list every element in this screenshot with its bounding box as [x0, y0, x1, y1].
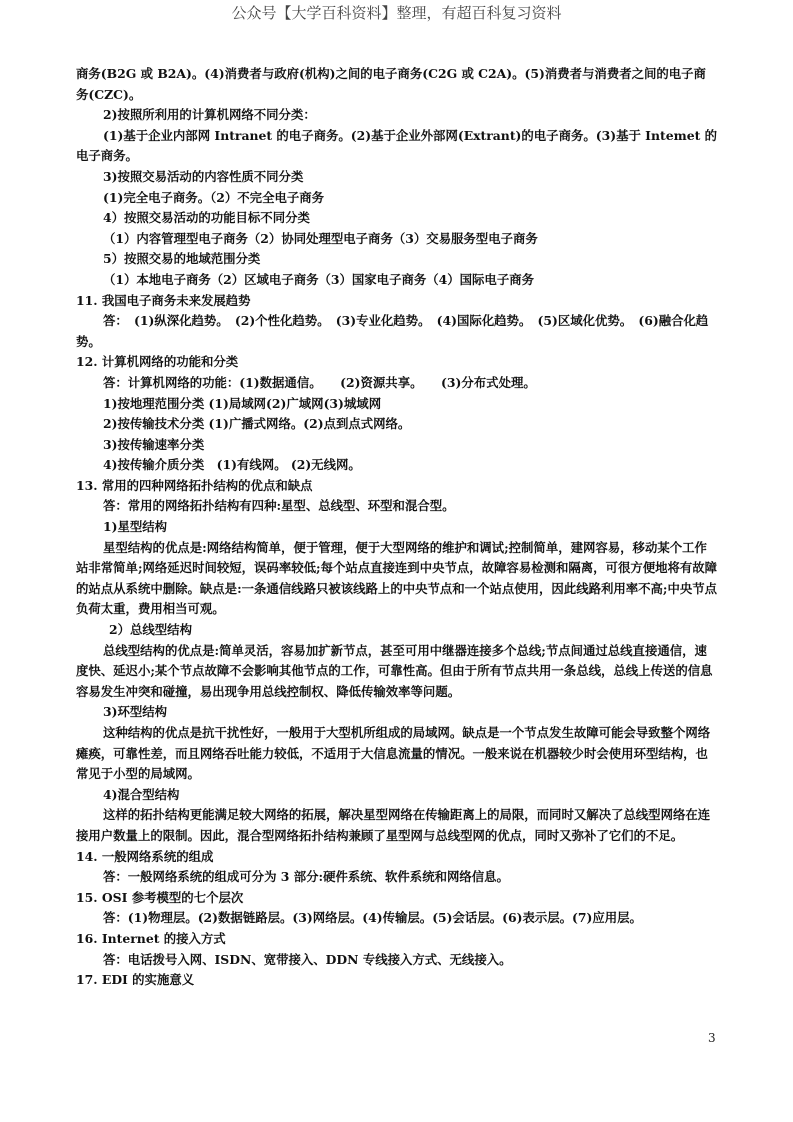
- paragraph: 1)星型结构: [103, 519, 168, 535]
- paragraph: 4）按照交易活动的功能目标不同分类: [103, 210, 310, 226]
- paragraph: 2）总线型结构: [109, 622, 192, 638]
- paragraph: 答： (1)纵深化趋势。 (2)个性化趋势。 (3)专业化趋势。 (4)国际化趋势。 (5)区域化优势。 (6)融合化趋势。: [76, 313, 709, 349]
- paragraph: 17. EDI 的实施意义: [76, 972, 195, 988]
- paragraph: 答：常用的网络拓扑结构有四种:星型、总线型、环型和混合型。: [103, 498, 455, 514]
- paragraph: 这种结构的优点是抗干扰性好，一般用于大型机所组成的局域网。缺点是一个节点发生故障可能会导致整个网络瘫痪，可靠性差，而且网络吞吐能力较低，不适用于大信息流量的情况。一般来说在机器较少时会使用环型结构，也常见于小型的局域网。: [76, 725, 711, 782]
- paragraph: 12. 计算机网络的功能和分类: [76, 354, 239, 370]
- page-number: 3: [708, 1031, 716, 1045]
- paragraph: 总线型结构的优点是:简单灵活，容易加扩新节点，甚至可用中继器连接多个总线;节点间通过总线直接通信，速度快、延迟小;某个节点故障不会影响其他节点的工作，可靠性高。但由于所有节点共用一条总线，总线上传送的信息容易发生冲突和碰撞，易出现争用总线控制权、降低传输效率等问题。: [76, 642, 713, 699]
- paragraph: 商务(B2G 或 B2A)。(4)消费者与政府(机构)之间的电子商务(C2G 或 C2A)。(5)消费者与消费者之间的电子商务(CZC)。: [76, 66, 706, 102]
- paragraph: 2)按传输技术分类 (1)广播式网络。(2)点到点式网络。: [103, 416, 411, 432]
- paragraph: （1）本地电子商务（2）区域电子商务（3）国家电子商务（4）国际电子商务: [103, 271, 534, 287]
- paragraph: 答：一般网络系统的组成可分为 3 部分:硬件系统、软件系统和网络信息。: [103, 869, 509, 885]
- paragraph: 3)环型结构: [103, 704, 168, 720]
- paragraph: 这样的拓扑结构更能满足较大网络的拓展，解决星型网络在传输距离上的局限，而同时又解决了总线型网络在连接用户数量上的限制。因此，混合型网络拓扑结构兼顾了星型网与总线型网的优点，同时又弥补了它们的不足。: [76, 807, 711, 843]
- paragraph: 16. Internet 的接入方式: [76, 930, 226, 946]
- paragraph: 4)混合型结构: [103, 786, 180, 802]
- paragraph: 4)按传输介质分类 (1)有线网。 (2)无线网。: [103, 457, 361, 473]
- paragraph: 3)按传输速率分类: [103, 436, 205, 452]
- paragraph: 14. 一般网络系统的组成: [76, 848, 214, 864]
- paragraph: (1)基于企业内部网 Intranet 的电子商务。(2)基于企业外部网(Extrant)的电子商务。(3)基于 Intemet 的电子商务。: [76, 127, 718, 164]
- paragraph: 3)按照交易活动的内容性质不同分类: [103, 168, 304, 184]
- paragraph: 答：计算机网络的功能：(1)数据通信。 (2)资源共享。 (3)分布式处理。: [103, 374, 536, 390]
- paragraph: 答：(1)物理层。(2)数据链路层。(3)网络层。(4)传输层。(5)会话层。(6)表示层。(7)应用层。: [103, 910, 642, 926]
- paragraph: 答：电话拨号入网、ISDN、宽带接入、DDN 专线接入方式、无线接入。: [103, 951, 512, 967]
- paragraph: 2)按照所利用的计算机网络不同分类：: [103, 107, 316, 123]
- page-header: 公众号【大学百科资料】整理，有超百科复习资料: [231, 4, 562, 22]
- paragraph: 11. 我国电子商务未来发展趋势: [76, 292, 251, 308]
- paragraph: 星型结构的优点是:网络结构简单，便于管理，便于大型网络的维护和调试;控制简单，建网容易，移动某个工作站非常简单;网络延迟时间较短，误码率较低;每个站点直接连到中央节点，故障容易检测和隔离，可很方便地将有故障的站点从系统中删除。缺点是:一条通信线路只被该线路上的中央节点和一个站点使用，因此线路利用率不高;中央节点负荷太重，费用相当可观。: [76, 539, 718, 617]
- paragraph: 1)按地理范围分类 (1)局域网(2)广域网(3)城域网: [103, 395, 382, 411]
- paragraph: （1）内容管理型电子商务（2）协同处理型电子商务（3）交易服务型电子商务: [103, 230, 538, 246]
- paragraph: (1)完全电子商务。（2）不完全电子商务: [103, 189, 325, 205]
- paragraph: 5）按照交易的地域范围分类: [103, 251, 261, 267]
- document-body: [76, 64, 718, 991]
- paragraph: 15. OSI 参考模型的七个层次: [76, 889, 244, 905]
- paragraph: 13. 常用的四种网络拓扑结构的优点和缺点: [76, 477, 313, 493]
